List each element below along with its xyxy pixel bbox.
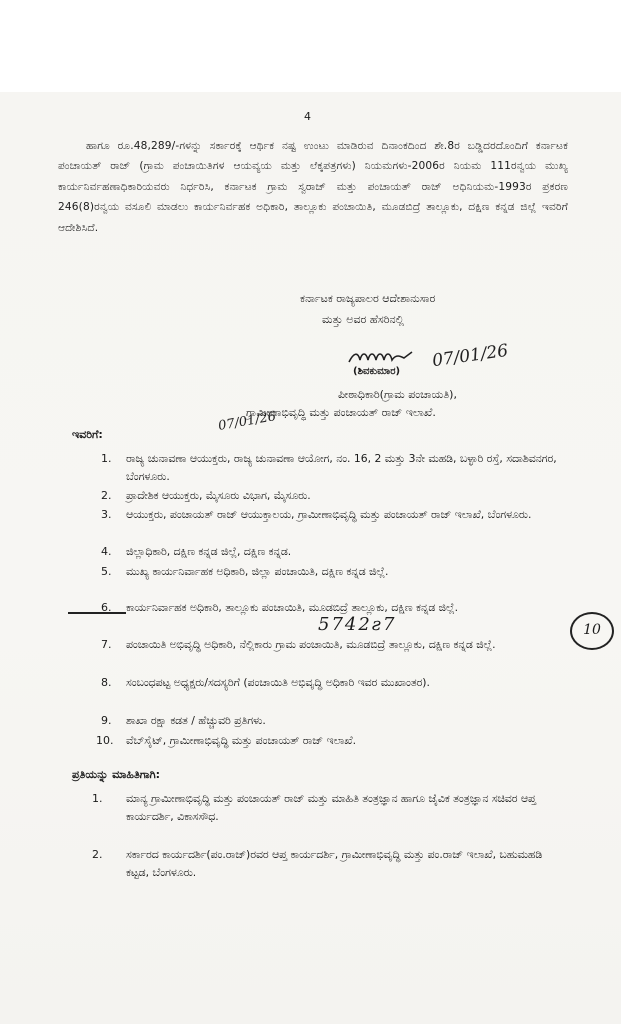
recipient-number: 9. [101, 714, 112, 727]
handwritten-initials-date: 07/01/26 [217, 409, 278, 434]
handwritten-reference-number: 5742ƨ7 [318, 614, 397, 635]
order-authority-line-2: ಮತ್ತು ಅವರ ಹೆಸರಿನಲ್ಲಿ [322, 313, 404, 326]
copy-text: ಮಾನ್ಯ ಗ್ರಾಮೀಣಾಭಿವೃದ್ಧಿ ಮತ್ತು ಪಂಚಾಯತ್ ರಾಜ್ ಮತ್ತು ಮಾಹಿತಿ ತಂತ್ರಜ್ಞಾನ ಹಾಗೂ ಜೈವಿಕ ತಂತ್ರಜ್ಞಾನ ಸಚಿವರ ಆಪ್ತ ಕಾರ್ಯದರ್ಶಿ, ವಿಕಾಸಸೌಧ. [126, 792, 536, 823]
circled-number-note: 10 [570, 612, 614, 650]
recipient-text: ಶಾಖಾ ರಕ್ಷಾ ಕಡತ / ಹೆಚ್ಚುವರಿ ಪ್ರತಿಗಳು. [126, 714, 266, 727]
recipient-text: ವೆಬ್‌ಸೈಟ್, ಗ್ರಾಮೀಣಾಭಿವೃದ್ಧಿ ಮತ್ತು ಪಂಚಾಯತ್ ರಾಜ್ ಇಲಾಖೆ. [126, 734, 357, 747]
underline-mark [68, 612, 126, 614]
recipient-text: ಪ್ರಾದೇಶಿಕ ಆಯುಕ್ತರು, ಮೈಸೂರು ವಿಭಾಗ, ಮೈಸೂರು. [126, 489, 311, 502]
recipient-text: ಕಾರ್ಯನಿರ್ವಾಹಕ ಅಧಿಕಾರಿ, ತಾಲ್ಲೂಕು ಪಂಚಾಯಿತಿ, ಮೂಡಬಿದ್ರೆ ತಾಲ್ಲೂಕು, ದಕ್ಷಿಣ ಕನ್ನಡ ಜಿಲ್ಲೆ. [126, 601, 459, 614]
copy-number: 2. [92, 848, 103, 861]
copy-number: 1. [92, 792, 103, 805]
recipient-number: 10. [96, 734, 114, 747]
copy-heading: ಪ್ರತಿಯನ್ನು ಮಾಹಿತಿಗಾಗಿ: [72, 768, 161, 781]
recipient-number: 5. [101, 565, 112, 578]
recipient-number: 4. [101, 545, 112, 558]
page-top-margin [0, 0, 621, 92]
recipient-text: ಮುಖ್ಯ ಕಾರ್ಯನಿರ್ವಾಹಕ ಅಧಿಕಾರಿ, ಜಿಲ್ಲಾ ಪಂಚಾಯಿತಿ, ದಕ್ಷಿಣ ಕನ್ನಡ ಜಿಲ್ಲೆ. [126, 565, 389, 578]
recipient-text: ರಾಜ್ಯ ಚುನಾವಣಾ ಆಯುಕ್ತರು, ರಾಜ್ಯ ಚುನಾವಣಾ ಆಯೋಗ, ನಂ. 16, 2 ಮತ್ತು 3ನೇ ಮಹಡಿ, ಬಳ್ಳಾರಿ ರಸ್ತೆ, ಸದಾಶಿವನಗರ, ಬೆಂಗಳೂರು. [126, 452, 557, 483]
recipient-number: 1. [101, 452, 112, 465]
order-authority-line: ಕರ್ನಾಟಕ ರಾಜ್ಯಪಾಲರ ಆದೇಶಾನುಸಾರ [300, 292, 436, 305]
recipient-number: 3. [101, 508, 112, 521]
signer-name: (ಶಿವಕುಮಾರ) [353, 366, 401, 377]
to-heading: ಇವರಿಗೆ: [72, 428, 103, 441]
recipient-text: ಆಯುಕ್ತರು, ಪಂಚಾಯತ್ ರಾಜ್ ಆಯುಕ್ತಾಲಯ, ಗ್ರಾಮೀಣಾಭಿವೃದ್ಧಿ ಮತ್ತು ಪಂಚಾಯತ್ ರಾಜ್ ಇಲಾಖೆ, ಬೆಂಗಳೂರು. [126, 508, 532, 521]
recipient-text: ಪಂಚಾಯಿತಿ ಅಭಿವೃದ್ಧಿ ಅಧಿಕಾರಿ, ನೆಲ್ಲಿಕಾರು ಗ್ರಾಮ ಪಂಚಾಯಿತಿ, ಮೂಡಬಿದ್ರೆ ತಾಲ್ಲೂಕು, ದಕ್ಷಿಣ ಕನ್ನಡ ಜಿಲ್ಲೆ. [126, 638, 496, 651]
department-line: ಗ್ರಾಮೀಣಾಭಿವೃದ್ಧಿ ಮತ್ತು ಪಂಚಾಯತ್ ರಾಜ್ ಇಲಾಖೆ. [246, 406, 436, 419]
recipient-number: 7. [101, 638, 112, 651]
signature-date: 07/01/26 [430, 340, 510, 372]
recipient-number: 6. [101, 601, 112, 614]
recipient-text: ಸಂಬಂಧಪಟ್ಟ ಅಧ್ಯಕ್ಷರು/ಸದಸ್ಯರಿಗೆ (ಪಂಚಾಯಿತಿ ಅಭಿವೃದ್ಧಿ ಅಧಿಕಾರಿ ಇವರ ಮುಖಾಂತರ). [126, 676, 430, 689]
designation-line: ಪೀಠಾಧಿಕಾರಿ(ಗ್ರಾಮ ಪಂಚಾಯತಿ), [338, 388, 457, 401]
recipient-number: 2. [101, 489, 112, 502]
recipient-number: 8. [101, 676, 112, 689]
order-paragraph: ಹಾಗೂ ರೂ.48,289/-ಗಳನ್ನು ಸರ್ಕಾರಕ್ಕೆ ಆರ್ಥಿಕ ನಷ್ಟ ಉಂಟು ಮಾಡಿರುವ ದಿನಾಂಕದಿಂದ ಶೇ.8ರ ಬಡ್ಡಿದರದೊಂದಿಗೆ ಕರ್ನಾಟಕ ಪಂಚಾಯತ್ ರಾಜ್ (ಗ್ರಾಮ ಪಂಚಾಯಿತಿಗಳ ಆಯವ್ಯಯ ಮತ್ತು ಲೆಕ್ಕಪತ್ರಗಳು) ನಿಯಮಗಳು-2006ರ ನಿಯಮ 111ರನ್ವಯ ಮುಖ್ಯ ಕಾರ್ಯನಿರ್ವಹಣಾಧಿಕಾರಿಯವರು ನಿರ್ಧರಿಸಿ, ಕರ್ನಾಟಕ ಗ್ರಾಮ ಸ್ವರಾಜ್ ಮತ್ತು ಪಂಚಾಯತ್ ರಾಜ್ ಅಧಿನಿಯಮ-1993ರ ಪ್ರಕರಣ 246(8)ರನ್ವಯ ವಸೂಲಿ ಮಾಡಲು ಕಾರ್ಯನಿರ್ವಹಕ ಅಧಿಕಾರಿ, ತಾಲ್ಲೂಕು ಪಂಚಾಯಿತಿ, ಮೂಡಬಿದ್ರೆ ತಾಲ್ಲೂಕು, ದಕ್ಷಿಣ ಕನ್ನಡ ಜಿಲ್ಲೆ ಇವರಿಗೆ ಆದೇಶಿಸಿದೆ. [58, 140, 568, 234]
page-number: 4 [304, 110, 311, 123]
copy-text: ಸರ್ಕಾರದ ಕಾರ್ಯದರ್ಶಿ(ಪಂ.ರಾಜ್)ರವರ ಆಪ್ತ ಕಾರ್ಯದರ್ಶಿ, ಗ್ರಾಮೀಣಾಭಿವೃದ್ಧಿ ಮತ್ತು ಪಂ.ರಾಜ್ ಇಲಾಖೆ, ಬಹುಮಹಡಿ ಕಟ್ಟಡ, ಬೆಂಗಳೂರು. [126, 848, 543, 879]
recipient-text: ಜಿಲ್ಲಾಧಿಕಾರಿ, ದಕ್ಷಿಣ ಕನ್ನಡ ಜಿಲ್ಲೆ, ದಕ್ಷಿಣ ಕನ್ನಡ. [126, 545, 292, 558]
